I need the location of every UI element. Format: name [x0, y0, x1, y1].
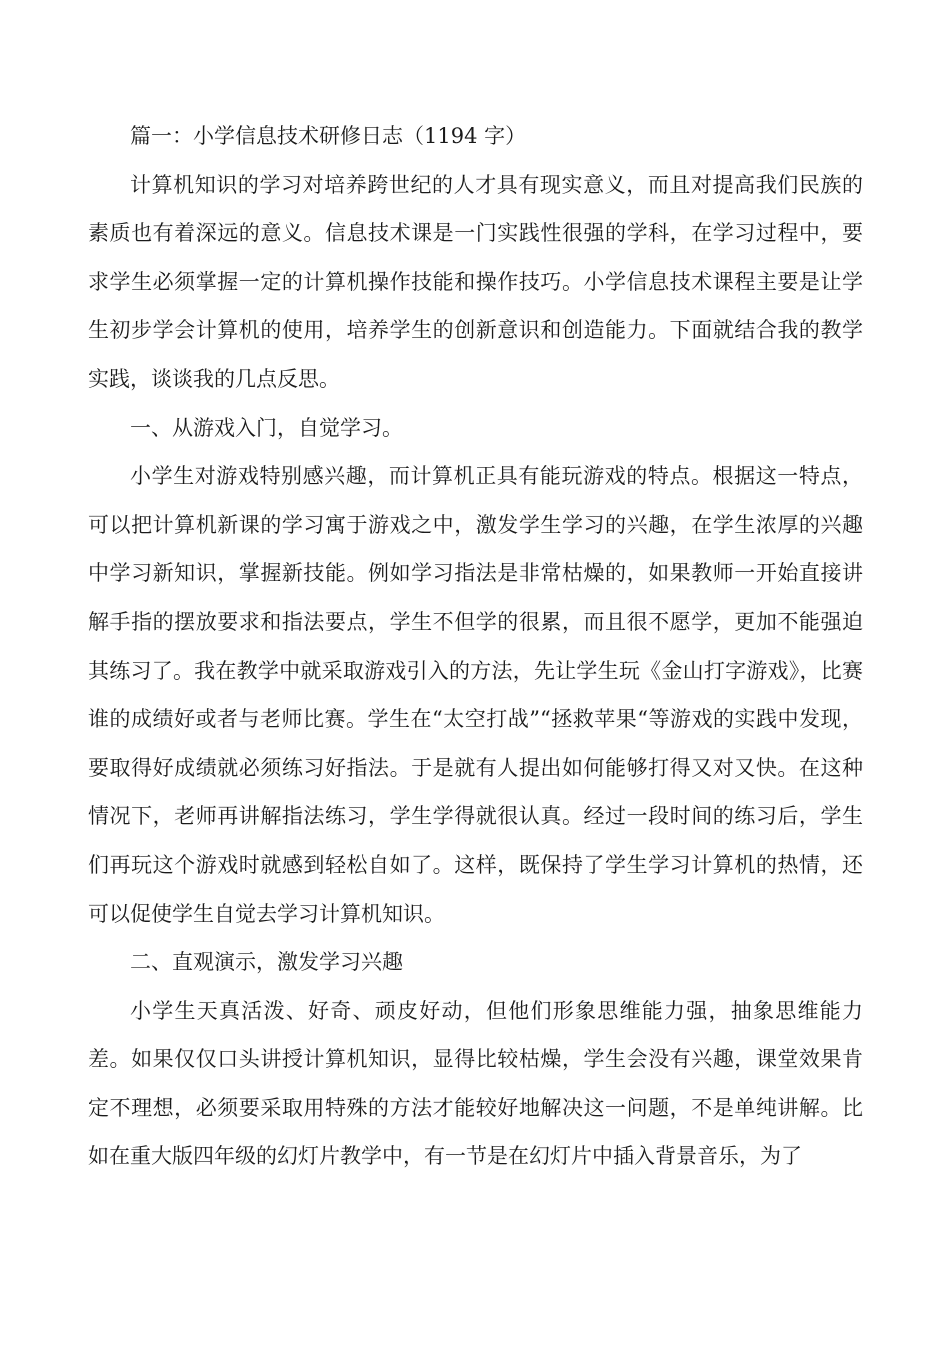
section-heading-1: 一、从游戏入门，自觉学习。 [130, 415, 403, 440]
paragraph-demonstration: 小学生天真活泼、好奇、顽皮好动，但他们形象思维能力强，抽象思维能力差。如果仅仅口头讲授计算机知识，显得比较枯燥，学生会没有兴趣，课堂效果肯定不理想，必须要采取用特殊的方法才能较好地解决这一问题，不是单纯讲解。比如在重大版四年级的幻灯片教学中，有一节是在幻灯片中插入背景音乐，为了 [88, 998, 863, 1169]
document-title: 篇一：小学信息技术研修日志（1194 字） [130, 124, 527, 148]
paragraph-games: 小学生对游戏特别感兴趣，而计算机正具有能玩游戏的特点。根据这一特点，可以把计算机新课的学习寓于游戏之中，激发学生学习的兴趣，在学生浓厚的兴趣中学习新知识，掌握新技能。例如学习指法是非常枯燥的，如果教师一开始直接讲解手指的摆放要求和指法要点，学生不但学的很累，而且很不愿学，更加不能强迫其练习了。我在教学中就采取游戏引入的方法，先让学生玩《金山打字游戏》，比赛谁的成绩好或者与老师比赛。学生在“太空打战”“拯救苹果“等游戏的实践中发现，要取得好成绩就必须练习好指法。于是就有人提出如何能够打得又对又快。在这种情况下，老师再讲解指法练习，学生学得就很认真。经过一段时间的练习后，学生们再玩这个游戏时就感到轻松自如了。这样，既保持了学生学习计算机的热情，还可以促使学生自觉去学习计算机知识。 [88, 464, 863, 926]
section-heading-2: 二、直观演示，激发学习兴趣 [130, 950, 403, 975]
paragraph-intro: 计算机知识的学习对培养跨世纪的人才具有现实意义，而且对提高我们民族的素质也有着深远的意义。信息技术课是一门实践性很强的学科，在学习过程中，要求学生必须掌握一定的计算机操作技能和操作技巧。小学信息技术课程主要是让学生初步学会计算机的使用，培养学生的创新意识和创造能力。下面就结合我的教学实践，谈谈我的几点反思。 [88, 172, 863, 391]
document-body [88, 112, 863, 1181]
